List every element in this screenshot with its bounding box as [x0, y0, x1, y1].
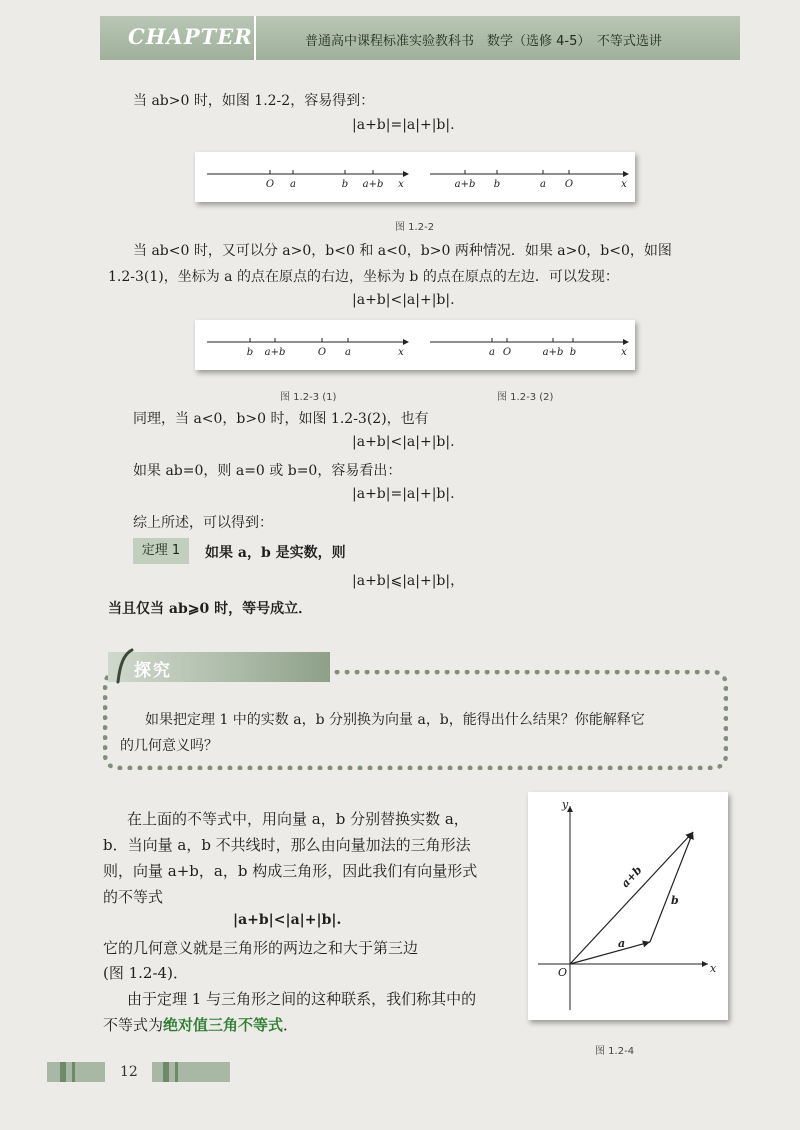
- paragraph-ab-positive: 当 ab>0 时，如图 1.2-2，容易得到：: [133, 93, 375, 109]
- pen-stroke-icon: [110, 646, 136, 686]
- theorem-formula: |a+b|⩽|a|+|b|，: [352, 573, 465, 589]
- explore-text-2: 的几何意义吗？: [120, 738, 218, 754]
- paragraph-ab-negative-2: 1.2-3(1)，坐标为 a 的点在原点的右边，坐标为 b 的点在原点的左边．可以发现：: [108, 269, 619, 285]
- fig123-left-label-1: a+b: [264, 347, 286, 358]
- theorem-statement: 如果 a，b 是实数，则: [205, 545, 346, 561]
- fig123-right-label-0: a: [489, 347, 495, 358]
- geometry-line-2: (图 1.2-4)．: [103, 964, 188, 982]
- axis-x-label: x: [710, 962, 717, 975]
- vector-b-label: b: [671, 894, 679, 907]
- fig123-right-label-3: b: [569, 347, 577, 358]
- vector-a-label: a: [618, 937, 626, 950]
- theorem-tag: 定理 1: [133, 538, 189, 564]
- body-line-3: 则，向量 a+b，a，b 构成三角形，因此我们有向量形式: [103, 862, 478, 880]
- caption-1-2-3-2: 图 1.2-3 (2): [497, 392, 554, 403]
- theorem-condition: 当且仅当 ab⩾0 时，等号成立．: [108, 601, 313, 617]
- footer-bar-left: [47, 1062, 105, 1082]
- vector-ab-label: a+b: [618, 863, 645, 891]
- final-suffix: ．: [283, 1016, 299, 1034]
- body-line-1: 在上面的不等式中，用向量 a，b 分别替换实数 a，: [127, 810, 469, 828]
- fig123-right-label-4: x: [621, 347, 627, 358]
- caption-1-2-3-1: 图 1.2-3 (1): [280, 392, 337, 403]
- final-prefix: 不等式为: [103, 1016, 164, 1034]
- explore-label: 探究: [134, 661, 172, 681]
- book-title: 普通高中课程标准实验教科书 数学（选修 4-5） 不等式选讲: [305, 34, 662, 49]
- paragraph-ab-zero: 如果 ab=0，则 a=0 或 b=0，容易看出：: [133, 463, 402, 479]
- body-line-4: 的不等式: [103, 888, 164, 906]
- fig123-left-label-2: O: [317, 347, 327, 358]
- caption-1-2-2: 图 1.2-2: [395, 222, 435, 233]
- equation-5: |a+b|<|a|+|b|.: [233, 912, 342, 928]
- fig123-left-label-0: b: [246, 347, 254, 358]
- footer-stripe: [72, 1062, 75, 1082]
- fig123-right-label-2: a+b: [542, 347, 564, 358]
- page-number: 12: [120, 1064, 138, 1080]
- fig122-right-label-2: a: [540, 179, 546, 190]
- fig122-left-label-3: a+b: [362, 179, 384, 190]
- footer-stripe: [175, 1062, 178, 1082]
- equation-2: |a+b|<|a|+|b|.: [352, 292, 455, 308]
- paragraph-ab-negative-1: 当 ab<0 时，又可以分 a>0，b<0 和 a<0，b>0 两种情况．如果 a>0，b<0，如图: [133, 243, 672, 259]
- fig122-right-label-1: b: [493, 179, 501, 190]
- fig123-left-label-3: a: [345, 347, 351, 358]
- origin-label: O: [558, 966, 568, 979]
- final-line-2: [103, 1014, 298, 1035]
- fig122-left-label-0: O: [265, 179, 275, 190]
- footer-stripe: [163, 1062, 169, 1082]
- equation-3: |a+b|<|a|+|b|.: [352, 434, 455, 450]
- figure-1-2-3: [195, 320, 635, 370]
- fig122-right-label-0: a+b: [454, 179, 476, 190]
- equation-1: |a+b|=|a|+|b|.: [352, 117, 455, 133]
- paragraph-summary: 综上所述，可以得到：: [133, 515, 273, 531]
- term-triangle-inequality: 绝对值三角不等式: [163, 1016, 284, 1034]
- fig122-left-label-1: a: [290, 179, 296, 190]
- axis-y-label: y: [562, 798, 569, 811]
- final-line-1: 由于定理 1 与三角形之间的这种联系，我们称其中的: [127, 990, 477, 1008]
- header-divider: [254, 16, 256, 60]
- figure-1-2-4: [528, 792, 728, 1020]
- fig122-left-label-4: x: [398, 179, 404, 190]
- fig122-right-label-4: x: [621, 179, 627, 190]
- chapter-label: CHAPTER: [128, 24, 253, 49]
- fig122-left-label-2: b: [341, 179, 349, 190]
- figure-1-2-2: [195, 152, 635, 202]
- fig123-right-label-1: O: [502, 347, 512, 358]
- explore-text-1: 如果把定理 1 中的实数 a，b 分别换为向量 a，b，能得出什么结果？你能解释它: [145, 712, 645, 728]
- body-line-2: b．当向量 a，b 不共线时，那么由向量加法的三角形法: [103, 836, 471, 854]
- equation-4: |a+b|=|a|+|b|.: [352, 486, 455, 502]
- geometry-line-1: 它的几何意义就是三角形的两边之和大于第三边: [103, 939, 419, 957]
- caption-1-2-4: 图 1.2-4: [595, 1046, 635, 1057]
- fig122-right-label-3: O: [564, 179, 574, 190]
- footer-stripe: [60, 1062, 66, 1082]
- fig123-left-label-4: x: [398, 347, 404, 358]
- paragraph-same-logic: 同理，当 a<0，b>0 时，如图 1.2-3(2)，也有: [133, 411, 429, 427]
